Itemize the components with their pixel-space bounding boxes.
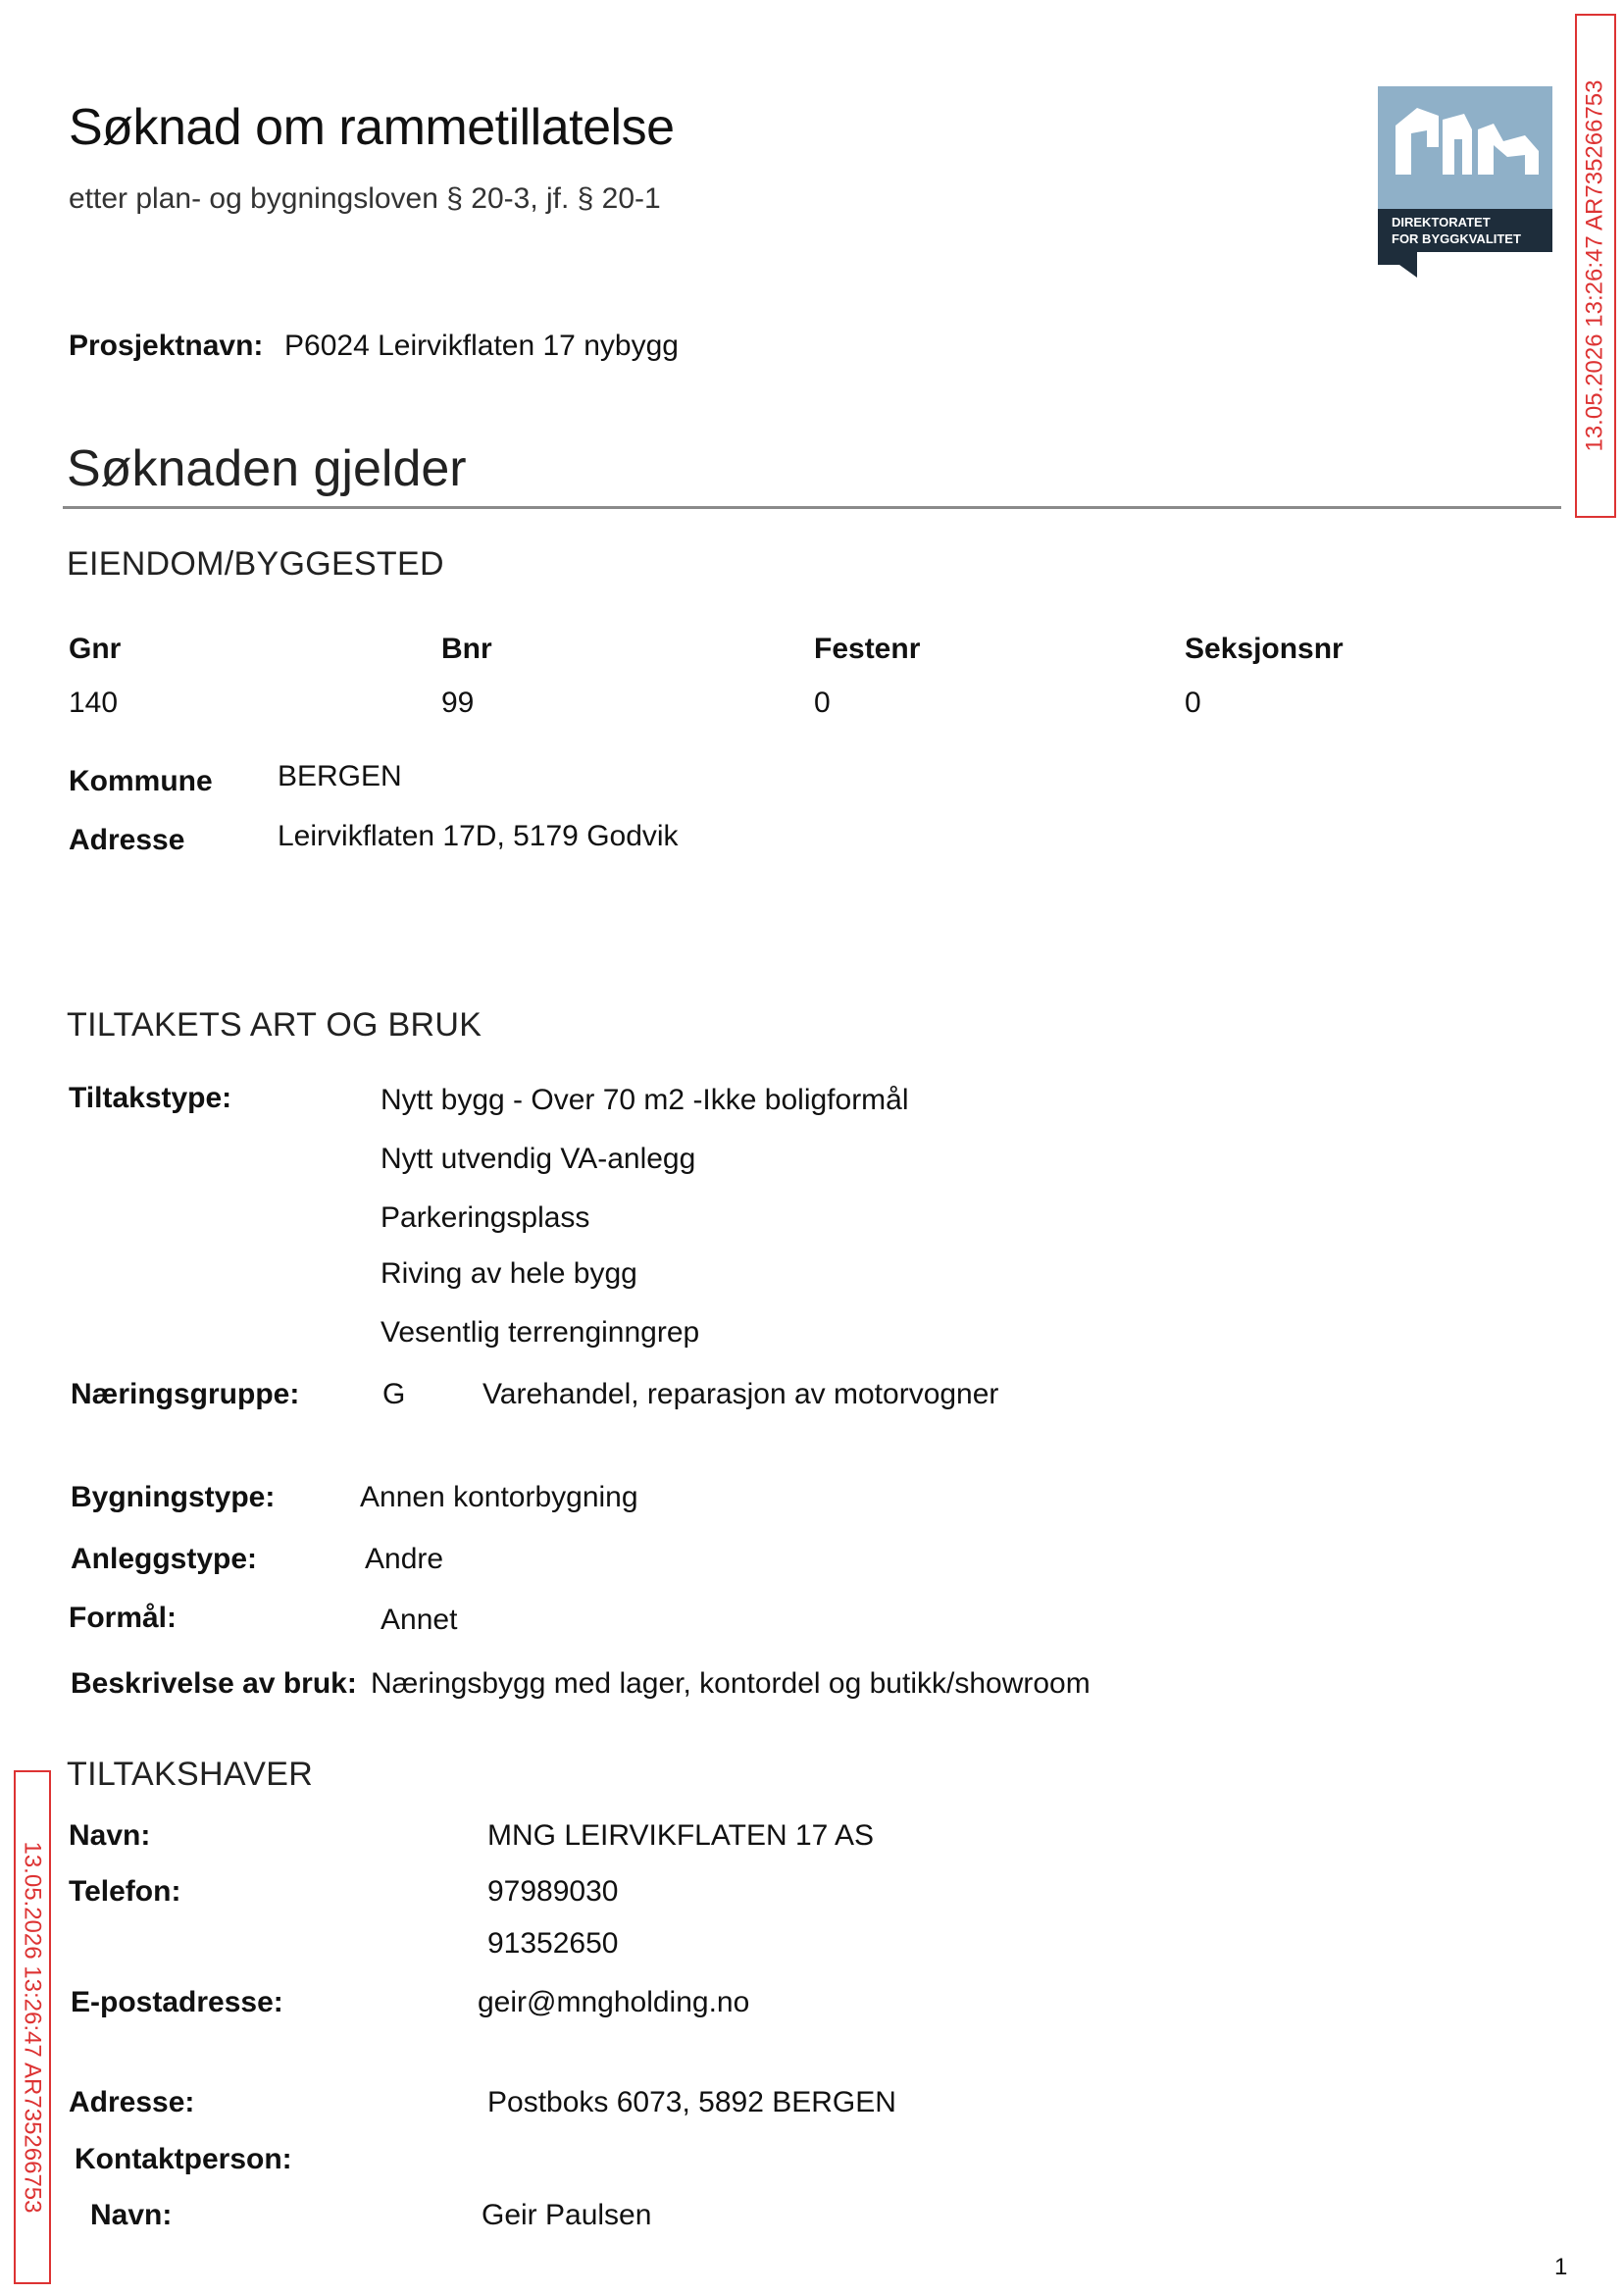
tiltak-heading: TILTAKETS ART OG BRUK: [67, 1006, 482, 1044]
kommune-label: Kommune: [69, 765, 213, 797]
kontaktperson-navn-value: Geir Paulsen: [482, 2199, 652, 2231]
anleggstype-label: Anleggstype:: [71, 1543, 258, 1575]
tiltakshaver-adresse-value: Postboks 6073, 5892 BERGEN: [487, 2086, 896, 2118]
epost-label: E-postadresse:: [71, 1986, 283, 2018]
eiendom-heading: EIENDOM/BYGGESTED: [67, 545, 444, 583]
dibk-logo: [1378, 86, 1552, 278]
kontaktperson-label: Kontaktperson:: [75, 2143, 292, 2175]
tiltakstype-item: Nytt bygg - Over 70 m2 -Ikke boligformål: [381, 1084, 909, 1116]
stamp-text: 13.05.2026 13:26:47 AR735266753: [1582, 79, 1608, 452]
adresse-label: Adresse: [69, 824, 185, 856]
timestamp-stamp-right: [1575, 14, 1616, 518]
seksjonsnr-value: 0: [1185, 687, 1201, 719]
bygningstype-value: Annen kontorbygning: [360, 1481, 638, 1513]
tiltakshaver-navn-value: MNG LEIRVIKFLATEN 17 AS: [487, 1819, 875, 1852]
formal-value: Annet: [381, 1604, 458, 1636]
telefon-label: Telefon:: [69, 1875, 181, 1908]
festenr-label: Festenr: [814, 633, 921, 665]
beskrivelse-value: Næringsbygg med lager, kontordel og butikk/showroom: [371, 1667, 1091, 1700]
naeringsgruppe-label: Næringsgruppe:: [71, 1378, 300, 1410]
formal-label: Formål:: [69, 1602, 178, 1634]
document-subtitle: etter plan- og bygningsloven § 20-3, jf. § 20-1: [69, 182, 661, 215]
project-value: P6024 Leirvikflaten 17 nybygg: [284, 330, 679, 362]
timestamp-stamp-left: [14, 1770, 51, 2284]
tiltakshaver-heading: TILTAKSHAVER: [67, 1756, 314, 1793]
telefon-value: 91352650: [487, 1927, 619, 1960]
tiltakstype-item: Parkeringsplass: [381, 1201, 590, 1234]
tiltakstype-item: Riving av hele bygg: [381, 1257, 637, 1290]
beskrivelse-label: Beskrivelse av bruk:: [71, 1667, 357, 1700]
kontaktperson-navn-label: Navn:: [90, 2199, 173, 2231]
epost-value: geir@mngholding.no: [478, 1986, 750, 2018]
dibk-logo-icon: [1378, 86, 1552, 278]
naeringsgruppe-code: G: [382, 1378, 406, 1410]
logo-line2: FOR BYGGKVALITET: [1392, 231, 1521, 246]
tiltakstype-item: Vesentlig terrenginngrep: [381, 1316, 700, 1349]
festenr-value: 0: [814, 687, 831, 719]
section-title: Søknaden gjelder: [67, 440, 467, 497]
adresse-value: Leirvikflaten 17D, 5179 Godvik: [278, 820, 679, 852]
tiltakstype-label: Tiltakstype:: [69, 1082, 232, 1114]
section-divider: [63, 506, 1561, 509]
project-label: Prosjektnavn:: [69, 330, 264, 362]
bnr-value: 99: [441, 687, 475, 719]
page-number: 1: [1554, 2254, 1568, 2280]
document-title: Søknad om rammetillatelse: [69, 99, 675, 156]
gnr-label: Gnr: [69, 633, 122, 665]
kommune-value: BERGEN: [278, 760, 402, 792]
stamp-text: 13.05.2026 13:26:47 AR735266753: [20, 1841, 46, 2214]
gnr-value: 140: [69, 687, 119, 719]
bnr-label: Bnr: [441, 633, 492, 665]
bygningstype-label: Bygningstype:: [71, 1481, 276, 1513]
logo-line1: DIREKTORATET: [1392, 215, 1491, 229]
telefon-value: 97989030: [487, 1875, 619, 1908]
tiltakshaver-adresse-label: Adresse:: [69, 2086, 195, 2118]
tiltakshaver-navn-label: Navn:: [69, 1819, 151, 1852]
seksjonsnr-label: Seksjonsnr: [1185, 633, 1344, 665]
naeringsgruppe-text: Varehandel, reparasjon av motorvogner: [482, 1378, 999, 1410]
anleggstype-value: Andre: [365, 1543, 444, 1575]
tiltakstype-item: Nytt utvendig VA-anlegg: [381, 1143, 696, 1175]
